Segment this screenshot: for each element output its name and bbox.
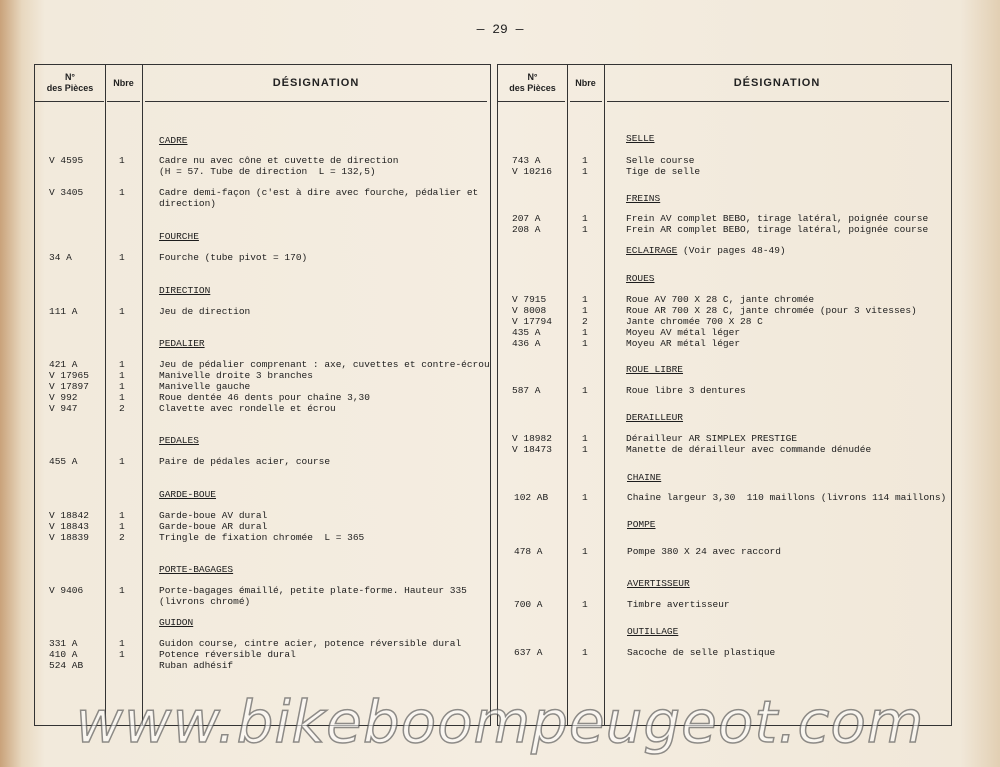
part-number: 587 A [512, 385, 541, 396]
header-quantity: Nbre [575, 77, 596, 88]
header-designation: DÉSIGNATION [272, 77, 360, 89]
header-divider [107, 101, 140, 102]
part-number: 637 A [514, 647, 543, 658]
part-number: 478 A [514, 546, 543, 557]
part-designation: Pompe 380 X 24 avec raccord [627, 546, 781, 557]
part-number: 207 A 208 A [512, 213, 541, 235]
part-number: 331 A 410 A 524 AB [49, 638, 84, 671]
section-title-roues: ROUES [626, 273, 655, 284]
part-designation: Jeu de direction [159, 306, 251, 317]
part-quantity: 1 [119, 187, 125, 198]
part-quantity: 1 [582, 546, 588, 557]
header-divider [607, 101, 949, 102]
header-quantity: Nbre [113, 77, 134, 88]
part-number: V 18842 V 18843 V 18839 [49, 510, 89, 543]
watermark: www.bikeboompeugeot.com [75, 688, 925, 756]
column-divider [604, 65, 605, 725]
part-number: V 9406 [49, 585, 84, 596]
section-title-freins: FREINS [626, 193, 661, 204]
column-divider [142, 65, 143, 725]
section-title-guidon: GUIDON [159, 617, 194, 628]
part-designation: Frein AV complet BEBO, tirage latéral, poignée course Frein AR complet BEBO, tirage latéral, poignée course [626, 213, 929, 235]
part-designation: Fourche (tube pivot = 170) [159, 252, 308, 263]
part-quantity: 1 1 [582, 433, 588, 455]
section-title-roue-libre: ROUE LIBRE [626, 364, 684, 375]
section-title-pedalier: PEDALIER [159, 338, 205, 349]
part-designation: Garde-boue AV dural Garde-boue AR dural Tringle de fixation chromée L = 365 [159, 510, 365, 543]
part-designation: Guidon course, cintre acier, potence réversible dural Potence réversible dural Ruban adhésif [159, 638, 462, 671]
section-title-fourche: FOURCHE [159, 231, 199, 242]
column-divider [105, 65, 106, 725]
section-title-selle: SELLE [626, 133, 655, 144]
part-designation: Cadre demi-façon (c'est à dire avec fourche, pédalier et direction) [159, 187, 479, 209]
header-divider [145, 101, 487, 102]
section-title-eclairage: ECLAIRAGE [626, 245, 678, 256]
part-quantity: 1 [119, 306, 125, 317]
part-number: V 18982 V 18473 [512, 433, 552, 455]
part-quantity: 1 [119, 252, 125, 263]
part-quantity: 1 1 2 [119, 510, 125, 543]
part-number: 421 A V 17965 V 17897 V 992 V 947 [49, 359, 89, 414]
section-title-garde-boue: GARDE-BOUE [159, 489, 217, 500]
part-designation: Dérailleur AR SIMPLEX PRESTIGE Manette de dérailleur avec commande dénudée [626, 433, 872, 455]
section-title-chaine: CHAINE [627, 472, 662, 483]
part-designation: Paire de pédales acier, course [159, 456, 331, 467]
part-designation: Roue AV 700 X 28 C, jante chromée Roue AR 700 X 28 C, jante chromée (pour 3 vitesses) Jante chromée 700 X 28 C Moyeu AV métal léger Moyeu AR métal léger [626, 294, 917, 349]
header-divider [35, 101, 104, 102]
header-part-number: N° des Pièces [509, 72, 556, 93]
section-title-avertisseur: AVERTISSEUR [627, 578, 690, 589]
section-title-cadre: CADRE [159, 135, 188, 146]
section-title-pompe: POMPE [627, 519, 656, 530]
part-number: V 4595 [49, 155, 84, 166]
part-quantity: 1 [119, 585, 125, 596]
header-part-number: N° des Pièces [46, 72, 94, 93]
section-title-pedales: PEDALES [159, 435, 199, 446]
part-number: 455 A [49, 456, 78, 467]
part-number: V 7915 V 8008 V 17794 435 A 436 A [512, 294, 552, 349]
part-designation: Roue libre 3 dentures [626, 385, 746, 396]
part-designation: Cadre nu avec cône et cuvette de direction (H = 57. Tube de direction L = 132,5) [159, 155, 399, 177]
part-quantity: 1 1 [582, 213, 588, 235]
part-number: 743 A V 10216 [512, 155, 552, 177]
part-quantity: 1 [582, 385, 588, 396]
part-quantity: 1 1 [119, 638, 125, 660]
section-eclairage [626, 245, 786, 256]
header-designation: DÉSIGNATION [733, 77, 821, 89]
part-number: 34 A [49, 252, 72, 263]
part-number: 700 A [514, 599, 543, 610]
part-quantity: 1 1 2 1 1 [582, 294, 588, 349]
part-number: 102 AB [514, 492, 549, 503]
part-quantity: 1 [582, 599, 588, 610]
part-quantity: 1 [582, 492, 588, 503]
column-divider [567, 65, 568, 725]
part-number: V 3405 [49, 187, 84, 198]
part-quantity: 1 [119, 155, 125, 166]
part-designation: Sacoche de selle plastique [627, 647, 776, 658]
header-divider [570, 101, 602, 102]
part-number: 111 A [49, 306, 78, 317]
part-designation: Selle course Tige de selle [626, 155, 701, 177]
part-designation: Chaîne largeur 3,30 110 maillons (livrons 114 maillons) [627, 492, 947, 503]
section-title-porte-bagages: PORTE-BAGAGES [159, 564, 234, 575]
part-quantity: 1 1 [582, 155, 588, 177]
section-title-derailleur: DERAILLEUR [626, 412, 684, 423]
part-quantity: 1 1 1 1 2 [119, 359, 125, 414]
part-quantity: 1 [119, 456, 125, 467]
part-quantity: 1 [582, 647, 588, 658]
section-note: (Voir pages 48-49) [683, 245, 786, 256]
page-number: — 29 — [476, 22, 524, 37]
header-divider [498, 101, 565, 102]
section-title-direction: DIRECTION [159, 285, 211, 296]
part-designation: Jeu de pédalier comprenant : axe, cuvettes et contre-écrou Manivelle droite 3 branches Manivelle gauche Roue dentée 46 dents pour chaîne 3,30 Clavette avec rondelle et écrou [159, 359, 490, 414]
part-designation: Porte-bagages émaillé, petite plate-forme. Hauteur 335 (livrons chromé) [159, 585, 467, 607]
section-title-outillage: OUTILLAGE [627, 626, 679, 637]
part-designation: Timbre avertisseur [627, 599, 730, 610]
